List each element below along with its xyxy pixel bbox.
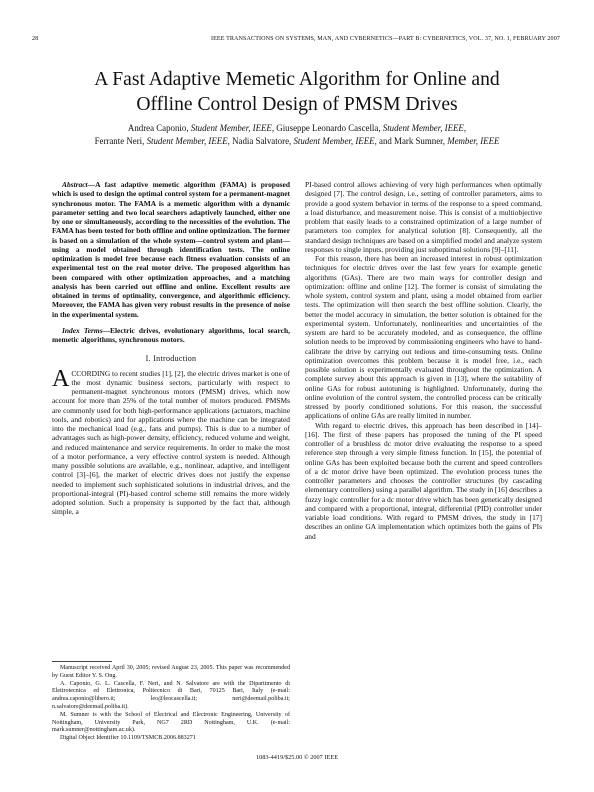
author-name: Andrea Caponio (127, 123, 187, 133)
index-terms (52, 326, 290, 345)
page-number: 28 (32, 36, 39, 42)
author-role: Member, IEEE (447, 135, 500, 146)
author-name: Mark Sumner (394, 135, 443, 146)
intro-paragraph-4: With regard to electric drives, this approach has been described in [14]–[16]. The first of these papers has proposed the tuning of the PI speed controller of a brushless dc motor drive evaluating the response to a speed reference step through a very simple fitness function. In [15], the potential of online GAs has been exploited because both the current and speed controllers of a dc motor drive have been optimized. The evolution process tunes the controller parameters and chooses the controller structures (by cascading elementary controllers) using a parallel algorithm. The study in [16] describes a fuzzy logic controller for a dc motor drive which has been genetically designed and compared with a proportional, integral, differential (PID) controller under variable load conditions. With regard to PMSM drives, the study in [17] describes an online GA implementation which optimizes both the gains of PIs and (305, 420, 542, 541)
title-line-1: A Fast Adaptive Memetic Algorithm for Online and (94, 69, 500, 90)
index-terms-text: Electric drives, evolutionary algorithms, local search, memetic algorithms, synchronous motors. (52, 325, 290, 344)
left-column (52, 180, 290, 517)
intro-paragraph-2: PI-based control allows achieving of very high performances when optimally designed [7]. The control design, i.e., setting of controller parameters, aims to provide a good system behavior in terms of the response to a speed command, a load disturbance, and measurement noise. This is consist of a multiobjective problem that easily leads to a constrained optimization of a large number of parameters too complex for analytical solution [8]. Consequently, all the standard design techniques are based on a simplified model and analyze system responses to single inputs, providing just suboptimal solutions [9]–[11]. (305, 180, 542, 254)
journal-header: IEEE TRANSACTIONS ON SYSTEMS, MAN, AND CYBERNETICS—PART B: CYBERNETICS, VOL. 37, NO. 1, FEBRUARY 2007 (210, 36, 560, 42)
section-heading: I. Introduction (145, 354, 197, 364)
abstract-text: A fast adaptive memetic algorithm (FAMA) is proposed which is used to design the optimal control system for a permanent-magnet synchronous motor. The FAMA is a memetic algorithm with a dynamic parameter setting and two local searchers adaptively launched, either one by one or simultaneously, according to the necessities of the evolution. The FAMA has been tested for both offline and online optimization. The former is based on a simulation of the whole system—control system and plant—using a model obtained through identification tests. The online optimization is model free because each fitness evaluation consists of an experimental test on the real motor drive. The proposed algorithm has been compared with other optimization approaches, and a matching analysis has been carried out offline and online. Excellent results are obtained in terms of optimality, convergence, and algorithmic efficiency. Moreover, the FAMA has given very robust results in the presence of noise in the experimental system. (52, 180, 290, 319)
abstract (52, 180, 290, 319)
right-column (305, 180, 542, 541)
author-role: Student Member, IEEE (190, 123, 272, 133)
author-list: Andrea Caponio, Student Member, IEEE, Giuseppe Leonardo Cascella, Student Member, IEEE, Ferrante Neri, Student Member, IEEE, Nadia Salvatore, Student Member, IEEE, and Mark Sumner, Member, IEEE (94, 123, 500, 146)
drop-cap: A (52, 365, 70, 392)
author-name: Giuseppe Leonardo Cascella (276, 123, 379, 133)
author-name: Nadia Salvatore (232, 135, 290, 146)
intro-paragraph-1: ACCORDING to recent studies [1], [2], the electric drives market is one of the most dynamic business sectors, particularly with respect to permanent-magnet synchronous motors (PMSM) drives, which now account for more than 25% of the total number of motors produced. PMSMs are commonly used for both high-performance applications (actuators, machine tools, and robotics) and for applications where the machine can be integrated into the mechanical load (e.g., fans and pumps). This is due to a number of advantages such as high-power density, efficiency, reduced volume and weight, and reduced maintenance and service requirements. In order to make the most of a motor performance, a very effective control system is needed. Although many possible solutions are available, e.g., nonlinear, adaptive, and intelligent control [3]–[6], the market of electric drives does not justify the expense needed to implement such sophisticated solutions in industrial drives, and the proportional-integral (PI)-based control scheme still remains the more widely adopted solution. Such a propensity is supported by the fact that, although simple, a (52, 365, 290, 517)
author-role: Student Member, IEEE (293, 135, 375, 146)
intro-paragraph-3: For this reason, there has been an increased interest in robust optimization techniques for electric drives over the last few years for example genetic algorithms (GAs). There are two main ways for controller design and optimization: offline and online [12]. The former is consist of simulating the whole system, control system and plant, using a model obtained from earlier tests. The optimization will then search the best offline solution. Clearly, the better the model accuracy in simulation, the better solution is obtained for the experimental system. Unfortunately, nonlinearities and uncertainties of the system are hard to be accurately modeled, and as consequence, the offline solution needs to be improved by commissioning engineers who have to hand-calibrate the drive by carrying out tedious and time-consuming tests. Online optimization overcomes this problem because it is model free, i.e., each possible solution is experimentally evaluated throughout the optimization. A complete survey about this approach is given in [13], where the suitability of online GAs for robust autotuning is highlighted. Unfortunately, during the online evolution of the control system, the controlled process can be critically stressed by poorly conditioned solutions. For this reason, the successful applications of online GAs are really limited in number. (305, 254, 542, 421)
abstract-label: Abstract— (62, 180, 96, 189)
paper-title (0, 67, 594, 117)
author-role: Student Member, IEEE (382, 123, 464, 133)
footnote-manuscript: Manuscript received April 30, 2005; revised August 23, 2005. This paper was recommended by Guest Editor Y. S. Ong. (52, 665, 290, 679)
author-role: Student Member, IEEE (146, 135, 228, 146)
index-terms-label: Index Terms— (62, 325, 111, 335)
copyright-line: 1083-4419/$25.00 © 2007 IEEE (255, 754, 339, 761)
title-line-2: Offline Control Design of PMSM Drives (136, 94, 458, 115)
author-name: Ferrante Neri (94, 135, 143, 146)
footnote-block (52, 661, 290, 743)
footnote-affiliation-2: M. Sumner is with the School of Electrical and Electronic Engineering, University of Nottingham, University Park, NG7 2RD Nottingham, U.K. (e-mail: mark.sumner@nottingham.ac.uk). (52, 711, 290, 734)
footnote-doi: Digital Object Identifier 10.1109/TSMCB.2006.883271 (60, 735, 196, 742)
footnote-affiliation-1: A. Caponio, G. L. Cascella, F. Neri, and N. Salvatore are with the Dipartimento di Elettrotecnica ed Elettronica, Politecnico di Bari, 70125 Bari, Italy (e-mail: andrea.caponio@libero.it; leo@leocascella.it; neri@deemail.poliba.it; n.salvatore@deemail.poliba.it). (52, 680, 290, 710)
footnote-rule (52, 661, 112, 662)
